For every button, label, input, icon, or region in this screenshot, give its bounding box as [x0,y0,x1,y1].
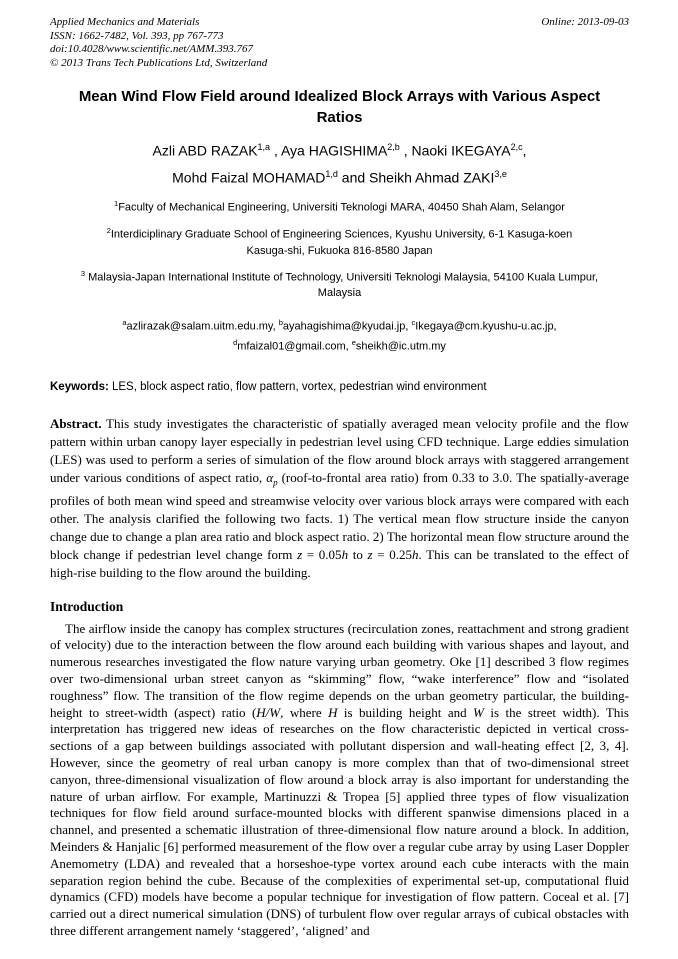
journal-name: Applied Mechanics and Materials [50,16,200,28]
copyright-line: © 2013 Trans Tech Publications Ltd, Switzerland [50,56,268,69]
email-address: azlirazak@salam.uitm.edu.my, [126,320,279,333]
affiliation-text: Faculty of Mechanical Engineering, Universiti Teknologi MARA, 40450 Shah Alam, Selangor [118,201,565,214]
keywords-label: Keywords: [50,381,109,394]
author-name: Mohd Faizal MOHAMAD [172,169,326,186]
authors-line-1 [50,136,629,163]
introduction-heading: Introduction [50,598,124,614]
email-superscript: a [122,317,127,327]
variable-z: z [367,546,373,562]
affiliation-number: 2 [106,226,111,236]
emails-line-1 [50,315,629,335]
author-separator: , [399,142,412,159]
email-superscript: c [411,317,416,327]
abstract-paragraph [50,415,629,582]
keywords-text: LES, block aspect ratio, flow pattern, vortex, pedestrian wind environment [108,381,487,394]
abstract-text: (roof-to-frontal area ratio) from 0.33 to 3.0. The spatially-average profiles of both mean wind speed and streamwise velocity over various block arrays were compared with each other. The analysis clarified the following two facts. 1) The vertical mean flow structure inside the canyon change due to change a plan area ratio and block aspect ratio. 2) The horizontal mean flow structure around the block change if pedestrian level change form [50,470,629,562]
alpha-subscript-p: p [273,477,278,488]
email-address: Ikegaya@cm.kyushu-u.ac.jp, [415,320,557,333]
alpha-symbol: α [266,470,274,486]
authors-block [50,136,629,189]
author-affiliation-superscript: 1,d [325,168,338,179]
emails-block [50,315,629,355]
affiliation-number: 3 [80,269,86,279]
affiliation-3 [75,266,605,302]
email-superscript: e [351,337,356,347]
introduction-paragraph [50,621,629,940]
author-affiliation-superscript: 2,c [510,142,523,152]
email-superscript: b [278,317,283,327]
abstract-text: This study investigates the characteristic of spatially averaged mean velocity profile and the flow pattern within urban canopy layer especially in pedestrian level using CFD technique. Large eddies simulation (LES) was used to perform a series of simulation of the flow around block arrays with staggered arrangement under various conditions of aspect ratio, [50,416,629,486]
author-separator: , [522,142,527,159]
affiliation-2 [87,223,592,259]
author-separator: , [270,142,281,159]
introduction-text: is building height and [337,704,474,720]
doi-line: doi:10.4028/www.scientific.net/AMM.393.767 [50,43,253,55]
issn-volume-line: ISSN: 1662-7482, Vol. 393, pp 767-773 [50,29,224,42]
affiliations-block [50,196,629,301]
affiliation-text: Malaysia-Japan International Institute of Technology, Universiti Teknologi Malaysia, 54100 Kuala Lumpur, Malaysia [85,271,599,300]
author-separator: and [337,169,370,186]
introduction-text: is the street width). This interpretation has triggered new ideas of researches on the flow characteristic depicted in vertical cross-sections of a gap between buildings associated with pollutant dispersion and wall-heating effect [2, 3, 4]. However, since the geometry of real urban canopy is more complex than that of two-dimensional street canyon, three-dimensional visualization of flow around a block array is also important for understanding the nature of urban airflow. For example, Martinuzzi & Tropea [5] applied three types of flow visualization techniques for flow field around surface-mounted blocks with different spanwise dimensions placed in a channel, and presented a schematic illustration of three-dimensional flow nature around a block. In addition, Meinders & Hanjalic [6] performed measurement of the flow over a regular cube array by using Laser Doppler Anemometry (LDA) and revealed that a horseshoe-type vortex around each cube interacts with the main separation region behind the cube. Because of the complexities of experimental set-up, computational fluid dynamics (CFD) models have become a popular technique for investigation of flow pattern. Coceal et al. [7] carried out a direct numerical simulation (DNS) of turbulent flow over regular arrays of cubical obstacles with three different arrangement namely ‘staggered’, ‘aligned’ and [50,704,629,939]
abstract-text: . This can be translated to the effect of high-rise building to the flow around the building. [50,546,629,580]
variable-building-height: H [328,704,338,720]
author-affiliation-superscript: 3,e [494,168,507,179]
introduction-text: , where [280,704,329,720]
variable-h: h [341,546,349,562]
variable-hw-ratio: H/W [256,704,281,720]
author-name: Aya HAGISHIMA [280,142,388,159]
email-superscript: d [233,337,238,347]
author-name: Azli ABD RAZAK [152,142,258,159]
keywords-line [50,381,629,393]
emails-line-2 [50,335,629,355]
abstract-text: to [348,546,368,562]
affiliation-1 [60,196,620,216]
email-address: mfaizal01@gmail.com, [237,340,352,353]
variable-z: z [297,546,303,562]
affiliation-text: Interdiciplinary Graduate School of Engineering Sciences, Kyushu University, 6-1 Kasuga-koen Kasuga-shi, Fukuoka 816-8580 Japan [110,229,573,257]
online-date: Online: 2013-09-03 [541,16,629,28]
variable-street-width: W [473,704,484,720]
authors-line-2 [50,163,629,190]
abstract-label: Abstract. [50,416,102,432]
author-affiliation-superscript: 1,a [257,142,271,152]
introduction-text: The airflow inside the canopy has complex structures (recirculation zones, reattachment and strong gradient of velocity) due to the interaction between the flow around each building with various shapes and layout, and numerous researches investigated the flow nature varying urban geometry. Oke [1] described 3 flow regimes over two-dimensional urban street canyon as “skimming” flow, “wake interference” flow and “isolated roughness” flow. The transition of the flow regime depends on the urban geometry particular, the building-height to street-width (aspect) ratio ( [50,620,629,720]
affiliation-number: 1 [114,199,119,209]
author-affiliation-superscript: 2,b [387,142,400,152]
variable-h: h [412,546,419,562]
email-address: sheikh@ic.utm.my [355,340,446,353]
author-name: Naoki IKEGAYA [411,142,511,159]
author-name: Sheikh Ahmad ZAKI [369,169,495,186]
email-address: ayahagishima@kyudai.jp, [282,320,412,333]
journal-info [50,16,267,70]
page-header [50,16,629,70]
abstract-text: = 0.25 [372,546,412,562]
abstract-text: = 0.05 [302,546,342,562]
paper-title: Mean Wind Flow Field around Idealized Block Arrays with Various Aspect Ratios [78,88,601,126]
